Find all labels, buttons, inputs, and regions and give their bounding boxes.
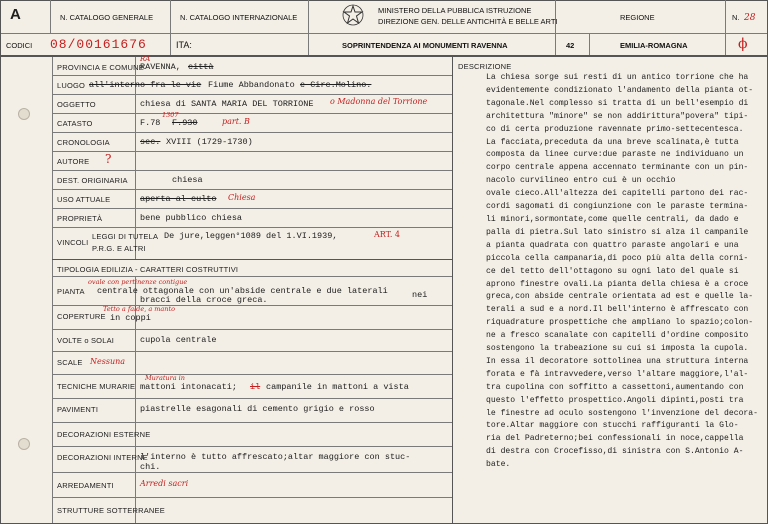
- row-line: [52, 398, 452, 399]
- uso-attuale-label: USO ATTUALE: [57, 195, 111, 204]
- dec-esterne-label: DECORAZIONI ESTERNE: [57, 430, 151, 439]
- luogo-struck-a: all'interno fra le vie: [89, 80, 202, 90]
- row-line: [52, 75, 452, 76]
- header-sep: [725, 0, 726, 55]
- tecniche-value-2: campanile in mattoni a vista: [266, 382, 409, 392]
- volte-label: VOLTE o SOLAI: [57, 336, 115, 345]
- header-sep: [555, 0, 556, 55]
- tecniche-handwritten: Muratura in: [145, 374, 185, 382]
- description-line: di destra con Crocefisso,di sinistra con S.Antonio A-: [486, 447, 744, 457]
- description-line: nacolo curvilineo entro cui è un occhio: [486, 176, 676, 186]
- header-sep: [170, 0, 171, 55]
- catasto-handwritten-top: 1307: [162, 111, 179, 119]
- cronologia-struck: sec.: [140, 137, 161, 147]
- description-line: li minori,sormontate,come quelle centrali, da dado e: [486, 214, 739, 224]
- arredamenti-handwritten: Arredi sacri: [140, 479, 189, 488]
- dec-interne-value-2: chi.: [140, 462, 161, 472]
- phi-mark: ϕ: [738, 36, 748, 52]
- vincoli-value: De jure,leggen°1089 del 1.VI.1939,: [164, 231, 338, 241]
- card-letter: A: [10, 6, 21, 23]
- row-line: [52, 113, 452, 114]
- description-line: palla di pietra.Sul lato sinistro si alza il campanile: [486, 227, 749, 237]
- cronologia-label: CRONOLOGIA: [57, 138, 110, 147]
- description-line: le finestre ad oculo sostengono l'invenzione del decora-: [486, 408, 758, 418]
- catasto-label: CATASTO: [57, 119, 93, 128]
- scale-label: SCALE: [57, 358, 83, 367]
- description-line: forata e fà intravvedere,verso l'altare maggiore,l'al-: [486, 369, 749, 379]
- description-line: ria del Padreterno;bei confessionali in noce,cappella: [486, 434, 744, 444]
- region-name: EMILIA-ROMAGNA: [620, 41, 688, 50]
- catasto-value: F.78: [140, 118, 161, 128]
- codici-divider: [0, 55, 768, 57]
- n-label: N.: [732, 13, 740, 22]
- description-line: aprono finestre ovali.La pianta della chiesa è a croce: [486, 279, 749, 289]
- coperture-label: COPERTURE: [57, 312, 106, 321]
- row-line: [52, 94, 452, 95]
- description-line: In essa il decoratore sottolinea una struttura interna: [486, 356, 749, 366]
- coperture-handwritten: Tetto a falde, a manto: [103, 305, 176, 313]
- description-line: composta da linee curve:due paraste ne individuano un: [486, 150, 744, 160]
- uso-attuale-handwritten: Chiesa: [228, 193, 256, 202]
- description-line: ovale cieco.All'altezza dei capitelli partono dei rac-: [486, 189, 749, 199]
- header-sep: [308, 0, 309, 55]
- description-line: ce del tetto dell'ottagono su ogni lato del quale si: [486, 266, 739, 276]
- row-line: [52, 329, 452, 330]
- dest-originaria-value: chiesa: [172, 175, 203, 185]
- autore-label: AUTORE: [57, 157, 90, 166]
- description-line: architettura "minore" se non addirittura"povera" tipi-: [486, 111, 749, 121]
- description-line: piccola cella campanaria,di poco più alta della corni-: [486, 253, 749, 263]
- row-line: [52, 170, 452, 171]
- row-line: [52, 351, 452, 352]
- row-line: [52, 259, 452, 260]
- header-sep: [589, 33, 590, 55]
- pavimenti-value: piastrelle esagonali di cemento grigio e rosso: [140, 404, 375, 414]
- description-line: La chiesa sorge sui resti di un antico torrione che ha: [486, 73, 749, 82]
- row-line: [52, 189, 452, 190]
- catasto-struck: F.930: [172, 118, 198, 128]
- description-line: tore.Altar maggiore con stucchi raffiguranti la Glo-: [486, 421, 739, 431]
- dest-originaria-label: DEST. ORIGINARIA: [57, 176, 128, 185]
- proprieta-label: PROPRIETÀ: [57, 214, 103, 223]
- row-line: [52, 374, 452, 375]
- codici-label: CODICI: [6, 41, 33, 50]
- tecniche-value: mattoni intonacati;: [140, 382, 237, 392]
- description-line: bate.: [486, 460, 511, 470]
- description-line: a pianta quadrata con quattro paraste angolari e una: [486, 240, 739, 250]
- luogo-label: LUOGO: [57, 81, 86, 90]
- pianta-value-1b: nei: [412, 290, 428, 300]
- pianta-handwritten: ovale con pertinenze contigue: [88, 278, 188, 286]
- pianta-value-2: bracci della croce greca.: [140, 295, 268, 305]
- row-line: [52, 446, 452, 447]
- tecniche-label: TECNICHE MURARIE: [57, 382, 136, 391]
- row-line: [52, 132, 452, 133]
- catalogo-internazionale-label: N. CATALOGO INTERNAZIONALE: [180, 13, 298, 22]
- row-line: [52, 276, 452, 277]
- description-line: ne a fresco scanalate con capitelli d'ordine composito: [486, 331, 749, 341]
- dec-interne-value-1: l'interno è tutto affrescato;altar maggiore con stuc-: [140, 452, 411, 462]
- provincia-label: PROVINCIA E COMUNE: [57, 63, 144, 72]
- catalogo-generale-label: N. CATALOGO GENERALE: [60, 13, 154, 22]
- vincoli-sub2: P.R.G. E ALTRI: [92, 244, 146, 253]
- header-sep: [50, 0, 51, 33]
- description-line: sostengono la trabeazione su cui si imposta la cupola.: [486, 344, 749, 354]
- vincoli-label: VINCOLI: [57, 238, 89, 247]
- soprintendenza: SOPRINTENDENZA AI MONUMENTI RAVENNA: [342, 41, 508, 50]
- description-divider: [452, 57, 453, 523]
- region-code: 42: [566, 41, 575, 50]
- pianta-label: PIANTA: [57, 287, 85, 296]
- oggetto-value: chiesa di SANTA MARIA DEL TORRIONE: [140, 99, 314, 109]
- body-margin-line: [52, 57, 53, 523]
- oggetto-label: OGGETTO: [57, 100, 96, 109]
- tipologia-label: TIPOLOGIA EDILIZIA - CARATTERI COSTRUTTIVI: [57, 265, 239, 274]
- description-line: La facciata,preceduta da una breve scalinata,è tutta: [486, 137, 739, 147]
- description-line: riquadrature prospettiche che ampliano lo spazio;colon-: [486, 318, 754, 328]
- punch-hole: [18, 438, 30, 450]
- uso-attuale-struck: aperta al culto: [140, 194, 217, 204]
- provincia-value: RAVENNA,: [140, 62, 181, 72]
- luogo-struck-b: e Circ.Molino.: [300, 80, 372, 90]
- volte-value: cupola centrale: [140, 335, 217, 345]
- coperture-value: in coppi: [110, 313, 151, 323]
- arredamenti-label: ARREDAMENTI: [57, 481, 114, 490]
- tecniche-struck: il: [250, 382, 261, 392]
- row-line: [52, 472, 452, 473]
- vincoli-sub1: LEGGI DI TUTELA: [92, 232, 159, 241]
- proprieta-value: bene pubblico chiesa: [140, 213, 243, 223]
- description-line: co di certa produzione ravennate primo-settecentesca.: [486, 124, 744, 134]
- regione-label: REGIONE: [620, 13, 655, 22]
- description-line: tra cupolina con soffitto a cassettoni,aumentando con: [486, 382, 744, 392]
- cronologia-value: XVIII (1729-1730): [166, 137, 253, 147]
- description-line: evidentemente condizionato l'andamento della pianta ot-: [486, 85, 754, 95]
- header-divider: [0, 33, 768, 34]
- provincia-note: RA: [140, 55, 151, 63]
- autore-handwritten: ?: [105, 152, 112, 166]
- pianta-value-1: centrale ottagonale con un'abside centrale e due laterali: [97, 286, 388, 296]
- row-line: [52, 227, 452, 228]
- left-border: [0, 0, 1, 524]
- row-line: [52, 422, 452, 423]
- descrizione-label: DESCRIZIONE: [458, 62, 512, 71]
- state-emblem-icon: [342, 4, 364, 28]
- description-line: greca,con abside centrale orientata ad est e quelle la-: [486, 292, 754, 302]
- luogo-value: Fiume Abbandonato: [208, 80, 295, 90]
- ita-label: ITA:: [176, 40, 192, 50]
- handwritten-number: 28: [744, 13, 756, 23]
- vincoli-handwritten: ART. 4: [374, 230, 400, 239]
- row-line: [52, 151, 452, 152]
- provincia-struck: città: [188, 62, 214, 72]
- pavimenti-label: PAVIMENTI: [57, 405, 99, 414]
- codici-value: 08/00161676: [50, 37, 147, 52]
- ministry-line-2: DIREZIONE GEN. DELLE ANTICHITÀ E BELLE ARTI: [378, 17, 558, 26]
- strutture-label: STRUTTURE SOTTERRANEE: [57, 506, 165, 515]
- description-text: [486, 72, 758, 472]
- row-line: [52, 497, 452, 498]
- description-line: questo l'effetto prospettico.Angoli dipinti,posti tra: [486, 395, 744, 405]
- description-line: terali a sud e a nord.Il bell'interno è affrescato con: [486, 305, 749, 315]
- catasto-handwritten: part. B: [222, 117, 250, 126]
- punch-hole: [18, 108, 30, 120]
- description-line: tagonale.Nel complesso si tratta di un bell'esempio di: [486, 98, 749, 108]
- dec-interne-label: DECORAZIONI INTERNE: [57, 453, 148, 462]
- description-line: cordi sagomati di congiunzione con le paraste termina-: [486, 202, 749, 212]
- top-border: [0, 0, 768, 1]
- oggetto-handwritten: o Madonna del Torrione: [330, 97, 428, 106]
- scale-handwritten: Nessuna: [90, 357, 126, 366]
- ministry-line-1: MINISTERO DELLA PUBBLICA ISTRUZIONE: [378, 6, 532, 15]
- description-line: corpo centrale appena accennato terminante con un pin-: [486, 163, 749, 173]
- row-line: [52, 208, 452, 209]
